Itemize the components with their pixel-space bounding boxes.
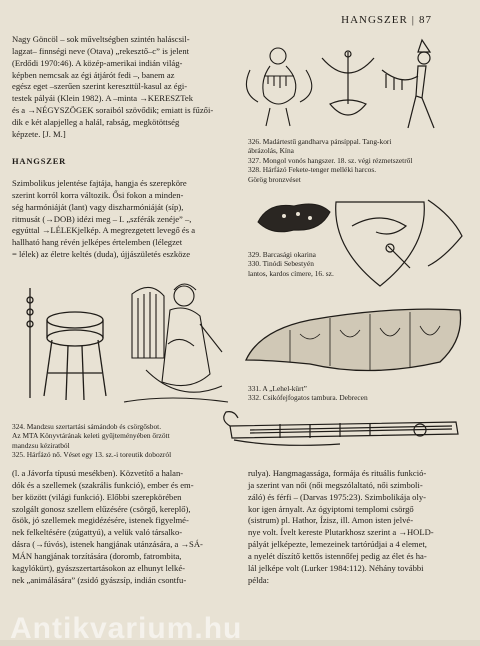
right-captions-mid — [248, 250, 338, 278]
tambura-illustration — [220, 404, 466, 458]
text-line: testek pályái (Klein 1982). A –minta →KERESZTek — [12, 93, 194, 104]
text-line: rulya). Hangmagassága, formája és rituális funkció- — [248, 468, 427, 478]
caption-line: mandzsu kéziratból — [12, 440, 70, 450]
text-line: szerint korról korra változik. Ősi fokon a minden- — [12, 189, 184, 200]
text-line: ber között (világi funkció). Előbbi szerepkörében — [12, 491, 182, 502]
text-line: ség harmóniáját (lant) vagy diszharmóniáját (síp), — [12, 201, 184, 212]
text-line: ja szerint van női (női megszólaltató, női szimboli- — [248, 479, 423, 490]
text-line: Szimbolikus jelentése fajtája, hangja és szerepköre — [12, 178, 187, 188]
text-line: egész eget –szerűen szerint kereszttül-kasul az égi- — [12, 81, 188, 92]
caption-line: 331. A „Lehel-kürt” — [248, 384, 307, 393]
caption-line: 324. Mandzsu szertartási sámándob és csörgősbot. — [12, 422, 162, 431]
coat-of-arms-illustration — [332, 196, 466, 292]
header-separator: | — [411, 14, 415, 26]
text-line: (l. a Jávorfa típusú mesékben). Közvetítő a halan- — [12, 468, 184, 478]
left-figure-captions — [12, 422, 230, 460]
text-line: pályát jelképezte, lemezeinek tartórúdjai a 4 elemet, — [248, 539, 427, 550]
text-line: MÁN hangjának torzítására (doromb, fatrombita, — [12, 551, 182, 562]
text-line: dásra (→fúvós), istenek hangjának utánzására, a →SÁ- — [12, 539, 203, 550]
text-line: záló) és férfi – (Darvas 1975:23). Szimbolikája oly- — [248, 491, 427, 502]
caption-line: 326. Madártestű gandharva pánsíppal. Tang-kori — [248, 137, 392, 146]
right-captions-low — [248, 384, 466, 403]
caption-line: 328. Hárfázó Fekete-tenger melléki harcos. — [248, 165, 377, 175]
text-line: nye volt. Ívelt kereste Plutarkhosz szerint a →HOLD- — [248, 527, 434, 538]
text-line: nek felkeltésére (zúgattyú), a velük való társalko- — [12, 527, 183, 538]
text-line: és a →NÉGYSZÖGEK soraiból szövődik; emiatt is fűzői- — [12, 105, 214, 116]
watermark: Antikvarium.hu — [10, 612, 243, 645]
left-intro-paragraph — [12, 34, 230, 141]
text-line: lagzat– finnségi neve (Otava) „rekesztő–c” is jelent — [12, 45, 190, 56]
ocarina-illustration — [254, 198, 334, 238]
caption-line: 330. Tinódi Sebestyén — [248, 259, 314, 269]
running-header — [341, 14, 432, 26]
right-captions-top — [248, 137, 466, 184]
text-line: lál jelképe volt (Lurker 1984:112). Néhány további — [248, 562, 424, 573]
text-line: dók és a szellemek (szakrális funkció), ember és em- — [12, 479, 194, 490]
left-bottom-paragraph — [12, 468, 230, 587]
caption-line: Görög bronzvéset — [248, 174, 301, 184]
caption-line: ábrázolás, Kína — [248, 146, 294, 156]
caption-line: Az MTA Könyvtárának keleti gyűjteményében őrzött — [12, 431, 170, 441]
lehel-horn-illustration — [240, 300, 466, 380]
text-line: kor igen árnyalt. Az ógyiptomi templomi csörgő — [248, 503, 414, 514]
text-line: példa: — [248, 574, 269, 585]
text-line: egyúttal →LÉLEKjelkép. A megrezgetett levegő és a — [12, 225, 196, 236]
page-number: 87 — [419, 14, 432, 26]
text-line: szolgált gonosz szellem elűzésére (csörgő, kereplő), — [12, 503, 191, 514]
text-line: (sistrum) pl. Hathor, Ízisz, ill. Amon isten jelvé- — [248, 515, 414, 526]
caption-line: 327. Mongol vonós hangszer. 18. sz. végi rézmetszetről — [248, 155, 413, 165]
text-line: dik e két alapjelleg a halál, rabság, megkötöttség — [12, 117, 180, 128]
caption-line: 329. Barcasági okarina — [248, 250, 316, 259]
text-line: hallható hang révén jelképes értelemben (lélegzet — [12, 237, 183, 248]
caption-line: 332. Csikófejfogatos tambura. Debrecen — [248, 393, 368, 403]
text-line: (Erdődi 1970:46). A közép-amerikai indián világ- — [12, 57, 183, 68]
mongol-string-instrument-illustration — [320, 48, 376, 128]
section-heading — [12, 156, 230, 168]
gandharva-bird-illustration — [240, 36, 322, 132]
text-line: nek „animálására” (zsidó gyászsíp, indián csontfu- — [12, 574, 187, 585]
text-line: a nyelét díszítő kettős istennőfej pedig az élet és ha- — [248, 551, 427, 562]
section-title: HANGSZER — [12, 156, 67, 166]
caption-line: 325. Hárfázó nő. Véset egy 13. sz.-i toreutik dobozról — [12, 450, 172, 460]
text-line: ősök, jó szellemek megidézésére, istenek figyelmé- — [12, 515, 189, 526]
left-body-paragraph — [12, 178, 230, 261]
text-line: kagylókürt), gyászszertartásokon az elhunyt lelké- — [12, 562, 186, 573]
text-line: = lélek) az életre keltés (duda), újjászületés eszköze — [12, 249, 191, 260]
text-line: ritmusát (→DOB) idézi meg – I. „szférák zenéje” –, — [12, 213, 192, 224]
right-bottom-paragraph — [248, 468, 466, 587]
text-line: képben nemcsak az égi átjárót fedi –, banem az — [12, 69, 175, 80]
text-line: Nagy Göncöl – sok műveltségben szintén haláscsil- — [12, 34, 190, 44]
text-line: képzete. [J. M.] — [12, 128, 66, 139]
harpist-woman-illustration — [110, 274, 234, 410]
header-title: HANGSZER — [341, 14, 408, 26]
caption-line: lantos, kardos címere, 16. sz. — [248, 268, 334, 278]
warrior-harpist-illustration — [378, 36, 448, 132]
